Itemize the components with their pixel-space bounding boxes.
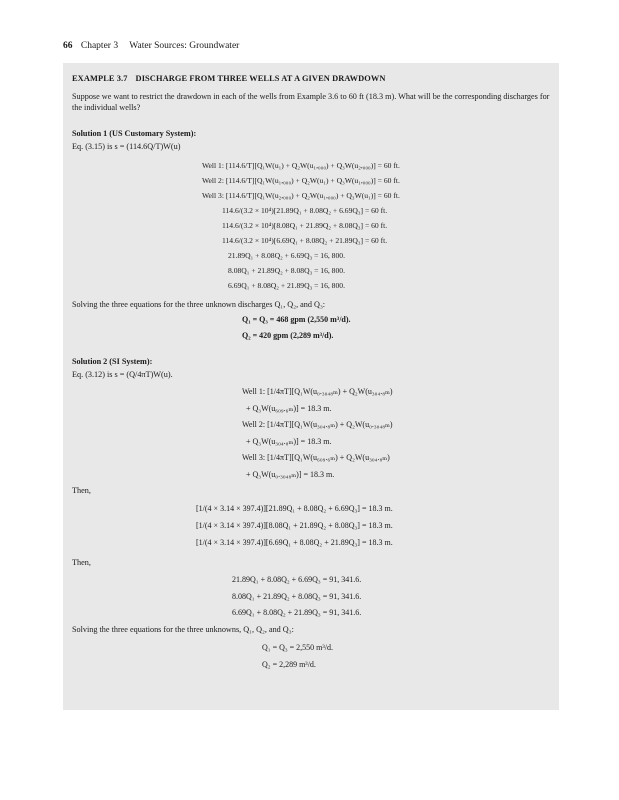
- equation-line: Well 2: [1/4πT][Q₁W(u₃₀₄.₈ₘ) + Q₂W(u₀.₃₀₄₈ₘ): [242, 420, 393, 429]
- equation-line: 21.89Q₁ + 8.08Q₂ + 6.69Q₃ = 91, 341.6.: [232, 575, 362, 584]
- equation-line: 8.08Q₁ + 21.89Q₂ + 8.08Q₃ = 91, 341.6.: [232, 591, 362, 601]
- equation-line: + Q₃W(u₃₀₄.₈ₘ)] = 18.3 m.: [246, 436, 332, 446]
- equation-line: + Q₃W(u₆₀₉.₆ₘ)] = 18.3 m.: [246, 403, 332, 413]
- example-title: [72, 73, 552, 84]
- equation-line: Well 3: [1/4πT][Q₁W(u₆₀₉.₆ₘ) + Q₂W(u₃₀₄.₈ₘ): [242, 453, 390, 462]
- equation-line: [1/(4 × 3.14 × 397.4)][21.89Q₁ + 8.08Q₂ + 6.69Q₃] = 18.3 m.: [196, 504, 393, 513]
- solution2-solving-text: Solving the three equations for the three unknowns, Q₁, Q₂, and Q₃:: [72, 624, 294, 634]
- equation-line: 8.08Q₁ + 21.89Q₂ + 8.08Q₃ = 16, 800.: [228, 266, 345, 275]
- then-text-2: Then,: [72, 558, 91, 567]
- example-box: [63, 63, 559, 710]
- answer-line: Q₁ = Q₃ = 2,550 m³/d.: [262, 642, 333, 652]
- solution1-substituted-equations: [72, 203, 552, 248]
- equation-line: [1/(4 × 3.14 × 397.4)][6.69Q₁ + 8.08Q₂ + 21.89Q₃] = 18.3 m.: [196, 538, 393, 547]
- equation-line: 6.69Q₁ + 8.08Q₂ + 21.89Q₃ = 91, 341.6.: [232, 608, 362, 617]
- answer-line: Q₁ = Q₃ = 468 gpm (2,550 m³/d).: [242, 315, 351, 324]
- equation-line: Well 1: [114.6/T][Q₁W(u₁) + Q₂W(u₁,₀₀₀) + Q₃W(u₂,₀₀₀)] = 60 ft.: [202, 161, 400, 170]
- solution2-linear-equations: [72, 572, 552, 622]
- example-label: EXAMPLE 3.7: [72, 74, 128, 83]
- solution1-well-equations: [72, 158, 552, 203]
- equation-line: 6.69Q₁ + 8.08Q₂ + 21.89Q₃ = 16, 800.: [228, 281, 345, 290]
- solution2-heading: Solution 2 (SI System):: [72, 357, 153, 366]
- equation-line: Well 1: [1/4πT][Q₁W(u₀.₃₀₄₈ₘ) + Q₂W(u₃₀₄.₈ₘ): [242, 387, 393, 396]
- running-head: [63, 41, 239, 51]
- equation-line: [1/(4 × 3.14 × 397.4)][8.08Q₁ + 21.89Q₂ + 8.08Q₃] = 18.3 m.: [196, 521, 393, 530]
- solution1-answers: [72, 312, 552, 344]
- page-number: 66: [63, 41, 73, 51]
- solution1-equation-ref: Eq. (3.15) is s = (114.6Q/T)W(u): [72, 142, 181, 151]
- solution2-substituted-equations: [72, 500, 552, 551]
- answer-line: Q₂ = 2,289 m³/d.: [262, 659, 316, 669]
- solution1-solving-text: Solving the three equations for the three unknown discharges Q₁, Q₂, and Q₃:: [72, 300, 326, 309]
- chapter-title: Water Sources: Groundwater: [129, 41, 240, 51]
- then-text-1: Then,: [72, 486, 91, 495]
- example-heading: DISCHARGE FROM THREE WELLS AT A GIVEN DRAWDOWN: [135, 74, 386, 83]
- equation-line: Well 2: [114.6/T][Q₁W(u₁,₀₀₀) + Q₂W(u₁) + Q₃W(u₁,₀₀₀)] = 60 ft.: [202, 176, 400, 185]
- solution2-answers: [72, 639, 552, 673]
- example-content: [72, 73, 552, 673]
- equation-line: + Q₃W(u₀.₃₀₄₈ₘ)] = 18.3 m.: [246, 469, 335, 479]
- solution2-well-equations: [72, 384, 552, 483]
- equation-line: 21.89Q₁ + 8.08Q₂ + 6.69Q₃ = 16, 800.: [228, 251, 345, 260]
- answer-line: Q₂ = 420 gpm (2,289 m³/d).: [242, 331, 334, 340]
- solution1-heading: Solution 1 (US Customary System):: [72, 129, 197, 138]
- chapter-label: Chapter 3: [80, 41, 119, 51]
- example-intro: Suppose we want to restrict the drawdown in each of the wells from Example 3.6 to 60 ft (18.3 m). What will be the corresponding discharges for the individual wells?: [72, 92, 550, 112]
- solution1-linear-equations: [72, 248, 552, 293]
- equation-line: 114.6/(3.2 × 10⁴)[6.69Q₁ + 8.08Q₂ + 21.89Q₃] = 60 ft.: [222, 236, 388, 245]
- equation-line: Well 3: [114.6/T][Q₁W(u₂,₀₀₀) + Q₂W(u₁,₀₀₀) + Q₃W(u₁)] = 60 ft.: [202, 191, 400, 200]
- equation-line: 114.6/(3.2 × 10⁴)[8.08Q₁ + 21.89Q₂ + 8.08Q₃] = 60 ft.: [222, 221, 388, 230]
- equation-line: 114.6/(3.2 × 10⁴)[21.89Q₁ + 8.08Q₂ + 6.69Q₃] = 60 ft.: [222, 206, 388, 215]
- solution2-equation-ref: Eq. (3.12) is s = (Q/4πT)W(u).: [72, 370, 173, 379]
